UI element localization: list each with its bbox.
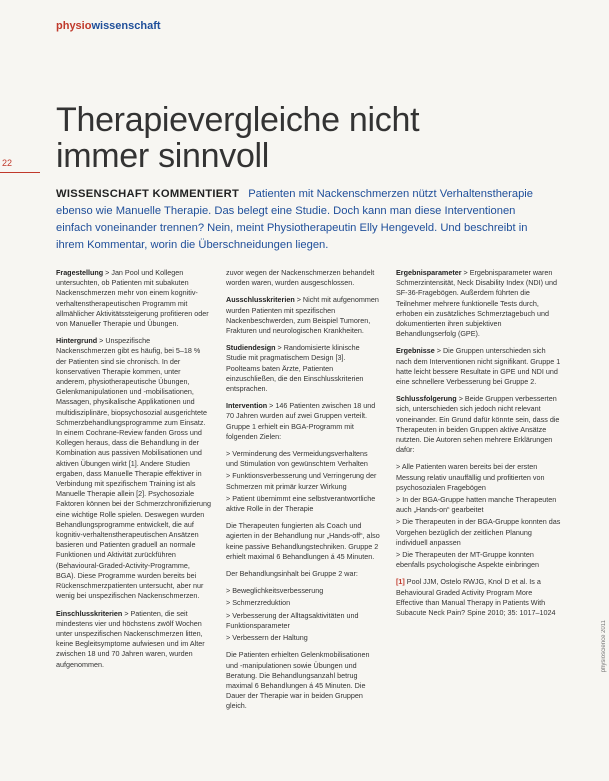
article-title (56, 102, 419, 174)
paragraph-behandlungsinhalt: Der Behandlungsinhalt bei Gruppe 2 war: (226, 569, 358, 579)
title-line-1: Therapievergleiche nicht (56, 101, 420, 139)
lead-kicker: WISSENSCHAFT KOMMENTIERT (56, 188, 240, 200)
reference-text: Pool JJM, Ostelo RWJG, Knol D et al. Is a Behavioural Graded Activity Program More Effective than Manual Therapy in Patients With Subacute Neck Pain? Spine 2010; 35: 1017–1024 (396, 577, 556, 618)
paragraph-schlussfolgerung: Schlussfolgerung > Beide Gruppen verbesserten sich, unterschieden sich jedoch nicht relevant voneinander. Ein Grund dafür könnte sein, dass die Therapeuten in beiden Gruppen aktive Ansätze nutzten. Die Autoren sehen mehrere Erklärungen dafür: (396, 394, 560, 455)
column-3 (396, 268, 561, 625)
section-header-wissenschaft: wissenschaft (91, 20, 161, 32)
paragraph-intervention: Intervention > 146 Patienten zwischen 18 und 70 Jahren wurden auf zwei Gruppen verteilt. Gruppe 1 erhielt ein BGA-Programm mit folgenden Zielen: (226, 401, 376, 441)
paragraph-ergebnisse: Ergebnisse > Die Gruppen unterschieden sich nach dem Interventionen nicht signifikant. Gruppe 1 hatte leicht bessere Resultate in GPE und NDI und eine schnellere Verbesserung bei Gruppe 2. (396, 346, 561, 387)
list-item: > Funktionsverbesserung und Verringerung der Schmerzen mit primär kurzer Wirkung (226, 471, 377, 491)
treatment-content-list (226, 586, 381, 643)
title-line-2: immer sinnvoll (56, 137, 270, 175)
list-item: > Verminderung des Vermeidungsverhaltens und Stimulation von gewünschtem Verhalten (226, 449, 368, 469)
column-2 (226, 268, 381, 719)
list-item: > In der BGA-Gruppe hatten manche Therapeuten auch „Hands-on“ gearbeitet (396, 495, 557, 515)
section-header (56, 20, 161, 32)
paragraph-patienten: Die Patienten erhielten Gelenkmobilisationen und -manipulationen sowie Übungen und Beratung. Die Behandlungsanzahl betrug maximal 6 Behandlungen á 45 Minuten. Die Dauer der Therapie war in beiden Gruppen gleich. (226, 650, 370, 711)
list-item: > Patient übernimmt eine selbstverantwortliche aktive Rolle in der Therapie (226, 493, 376, 514)
paragraph-continued: zuvor wegen der Nackenschmerzen behandelt worden waren, wurden ausgeschlossen. (226, 268, 375, 288)
paragraph-hintergrund: Hintergrund > Unspezifische Nackenschmerzen gibt es häufig, bei 5–18 % der Patienten sind sie chronisch. In der konservativen Therapie kommen, unter anderem, physiotherapeutische Übungen, Gelenkmanipulationen und -mobilisationen, Massagen, physikalische Applikationen und multidisziplinäre, biopsychosozial ausgerichtete Schmerzbehandlungsprogramme zum Einsatz. In einem Cochrane-Review fanden Gross und Kollegen heraus, dass die Behandlung in der Kombination aus passiven Mobilisationen und aktiven Übungen wirkt [1]. Andere Studien ergaben, dass Manuelle Therapie effektiver in Verbindung mit spezifischem Training ist als Manuelle Therapie allein [2]. Psychosoziale Faktoren können bei der Schmerzchronifizierung eine wichtige Rolle spielen. Deswegen wurden Behandlungsprogramme entwickelt, die auf kognitiv-verhaltenstherapeutischen Ansätzen basieren und Patienten graduell an normale Funktionen und Aktivität zurückführen (Behavioural-Graded-Activity-Programme, BGA). Diese Programme wurden bereits bei Rückenschmerzpatienten untersucht, aber nur wenig bei unspezifischen Nackenschmerzen. (56, 336, 212, 601)
article-body (56, 268, 576, 773)
paragraph-ausschlusskriterien: Ausschlusskriterien > Nicht mit aufgenommen wurden Patienten mit spezifischen Nackenbeschwerden, zum Beispiel Tumoren, Frakturen und neurologischen Krankheiten. (226, 295, 379, 336)
intervention-goals-list (226, 449, 381, 514)
explanations-list (396, 462, 561, 570)
paragraph-studiendesign: Studiendesign > Randomisierte klinische Studie mit pragmatischem Design [3]. Poolteams baten Ärzte, Patienten einzuschließen, die den Einschlusskriterien entsprachen. (226, 343, 364, 394)
reference (396, 577, 561, 618)
list-item: > Alle Patienten waren bereits bei der ersten Messung relativ unauffällig und profitierten von psychosozialen Fragebögen (396, 462, 545, 492)
page-number-rule (0, 172, 40, 173)
list-item: > Die Therapeuten der MT-Gruppe konnten ebenfalls psychologische Aspekte einbringen (396, 550, 540, 570)
side-imprint: physioscience 2011 (601, 620, 607, 673)
page-number: 22 (2, 158, 13, 168)
paragraph-fragestellung: Fragestellung > Jan Pool und Kollegen untersuchten, ob Patienten mit subakuten Nackenschmerzen mehr von einem kognitiv-verhaltenstherapeutischen Programm mit allmählicher Aktivitätssteigerung profitieren oder von Manueller Therapie und Übungen. (56, 268, 209, 329)
list-item: > Verbesserung der Alltagsaktivitäten und Funktionsparameter (226, 610, 359, 630)
lead-text: Patienten mit Nackenschmerzen nützt Verhaltenstherapie ebenso wie Manuelle Therapie. Das belegt eine Studie. Doch kann man diese Interventionen einfach voneinander trennen? Nein, meint Physiotherapeutin Elly Hengeveld. Und beschreibt in ihrem Kommentar, worin die Überschneidungen liegen. (56, 188, 534, 251)
list-item: > Beweglichkeitsverbesserung (226, 586, 324, 596)
section-header-physio: physio (56, 20, 92, 32)
list-item: > Die Therapeuten in der BGA-Gruppe konnten das Vorgehen bezüglich der zeitlichen Planung individuell anpassen (396, 517, 561, 547)
paragraph-therapeuten: Die Therapeuten fungierten als Coach und agierten in der Behandlung nur „Hands-off“, also keine passive Behandlungstechniken. Gruppe 2 erhielt maximal 6 Behandlungen á 45 Minuten. (226, 521, 380, 561)
column-1 (56, 268, 211, 677)
paragraph-einschlusskriterien: Einschlusskriterien > Patienten, die seit mindestens vier und höchstens zwölf Wochen unter unspezifischen Nackenschmerzen litten, keine Begleitsymptome aufwiesen und im Alter zwischen 18 und 70 Jahren waren, wurden aufgenommen. (56, 608, 205, 669)
paragraph-ergebnisparameter: Ergebnisparameter > Ergebnisparameter waren Schmerzintensität, Neck Disability Index (NDI) und SF-36-Fragebögen. Außerdem führten die Teilnehmer mehrere funktionelle Tests durch, erhoben ein zusätzliches Schmerztagebuch und dokumentierten ihren subjektiven Behandlungserfolg (GPE). (396, 268, 557, 339)
list-item: > Schmerzreduktion (226, 598, 291, 608)
article-lead (56, 186, 550, 254)
list-item: > Verbessern der Haltung (226, 633, 308, 643)
reference-number: [1] (396, 577, 405, 587)
